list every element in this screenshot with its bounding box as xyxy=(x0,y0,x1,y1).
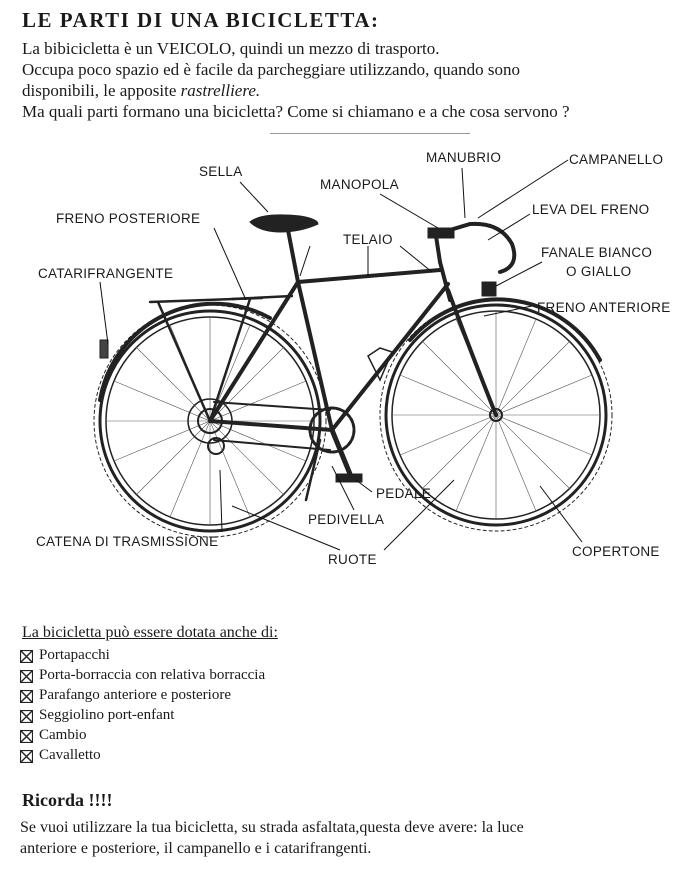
equipment-item-label: Cavalletto xyxy=(39,747,101,763)
label-campanello: CAMPANELLO xyxy=(569,152,664,167)
checkbox-icon[interactable] xyxy=(20,649,33,662)
intro-paragraph xyxy=(22,38,570,122)
saddle xyxy=(250,215,318,232)
checkbox-icon[interactable] xyxy=(20,709,33,722)
equipment-item-label: Cambio xyxy=(39,727,87,743)
checkbox-icon[interactable] xyxy=(20,669,33,682)
intro-rule xyxy=(270,133,470,134)
bicycle-diagram xyxy=(0,140,691,580)
checkbox-icon[interactable] xyxy=(20,729,33,742)
intro-line-4: Ma quali parti formano una bicicletta? Come si chiamano e a che cosa servono ? xyxy=(22,102,570,121)
label-copertone: COPERTONE xyxy=(572,544,660,559)
label-catarifrangente: CATARIFRANGENTE xyxy=(38,266,174,281)
reminder-text-line-2: anteriore e posteriore, il campanello e i catarifrangenti. xyxy=(20,840,372,857)
label-catena-di-trasmissione: CATENA DI TRASMISSIONE xyxy=(36,534,219,549)
label-fanale-line-2: O GIALLO xyxy=(566,264,632,279)
label-leva-del-freno: LEVA DEL FRENO xyxy=(532,202,650,217)
rear-reflector xyxy=(100,340,108,358)
checkbox-icon[interactable] xyxy=(20,749,33,762)
equipment-item xyxy=(20,725,265,745)
equipment-item-label: Porta-borraccia con relativa borraccia xyxy=(39,667,266,683)
reminder-text xyxy=(20,817,690,859)
equipment-item-label: Portapacchi xyxy=(39,647,110,663)
label-manopola: MANOPOLA xyxy=(320,177,399,192)
label-freno-anteriore: FRENO ANTERIORE xyxy=(537,300,671,315)
checkbox-icon[interactable] xyxy=(20,689,33,702)
bottle-cage xyxy=(368,348,392,380)
equipment-item-label: Seggiolino port-enfant xyxy=(39,707,175,723)
label-telaio: TELAIO xyxy=(343,232,393,247)
label-ruote: RUOTE xyxy=(328,552,377,567)
intro-line-3 xyxy=(22,80,570,101)
equipment-item xyxy=(20,745,265,765)
label-freno-posteriore: FRENO POSTERIORE xyxy=(56,211,201,226)
label-pedale: PEDALE xyxy=(376,486,432,501)
label-manubrio: MANUBRIO xyxy=(426,150,502,165)
reminder-text-line-1: Se vuoi utilizzare la tua bicicletta, su strada asfaltata,questa deve avere: la luce xyxy=(20,819,524,836)
intro-line-2: Occupa poco spazio ed è facile da parcheggiare utilizzando, quando sono xyxy=(22,60,520,79)
bike-frame xyxy=(210,230,496,430)
front-lamp xyxy=(482,282,496,296)
intro-line-3-text: disponibili, le apposite xyxy=(22,81,181,100)
label-pedivella: PEDIVELLA xyxy=(308,512,385,527)
equipment-item xyxy=(20,645,265,665)
equipment-item xyxy=(20,705,265,725)
equipment-heading: La bicicletta può essere dotata anche di: xyxy=(22,624,278,641)
equipment-item xyxy=(20,685,265,705)
equipment-list xyxy=(20,645,265,765)
label-sella: SELLA xyxy=(199,164,243,179)
intro-italic-word: rastrelliere. xyxy=(180,81,261,100)
equipment-item-label: Parafango anteriore e posteriore xyxy=(39,687,231,703)
reminder-title: Ricorda !!!! xyxy=(22,790,113,810)
equipment-item xyxy=(20,665,265,685)
page-title: LE PARTI DI UNA BICICLETTA: xyxy=(22,8,380,32)
intro-line-1: La bibicicletta è un VEICOLO, quindi un mezzo di trasporto. xyxy=(22,39,440,58)
label-fanale-line-1: FANALE BIANCO xyxy=(541,245,653,260)
